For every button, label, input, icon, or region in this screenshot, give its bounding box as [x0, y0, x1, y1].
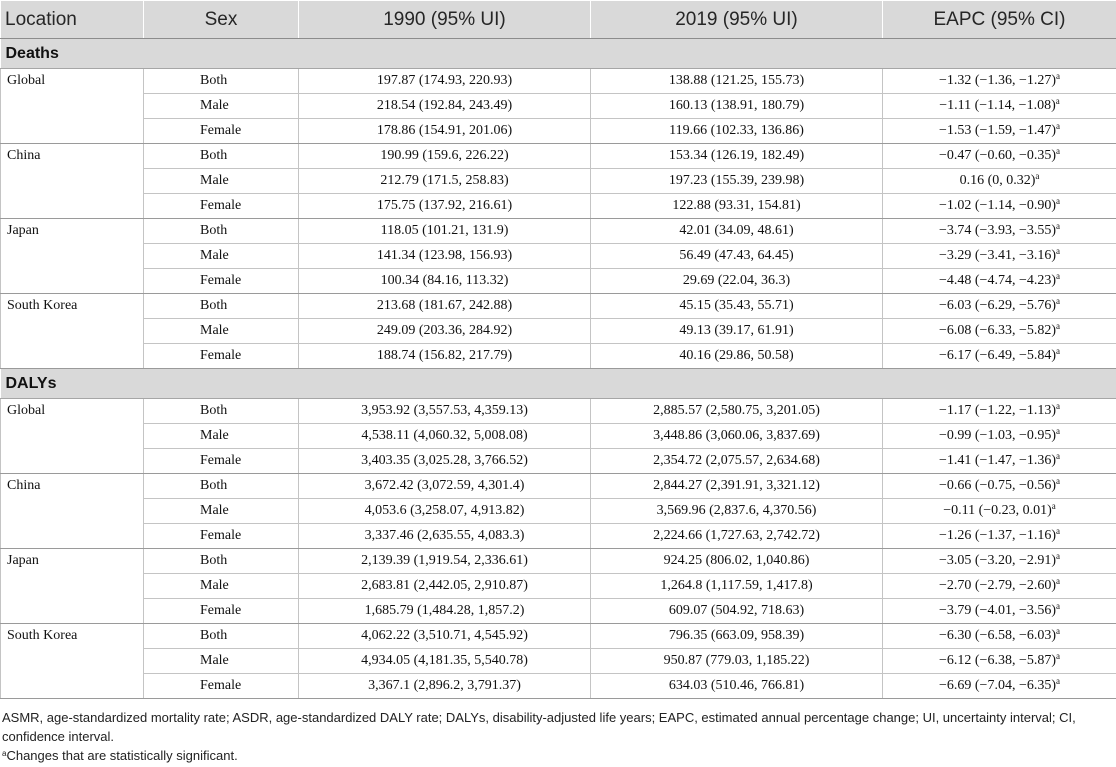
- value-2019-cell: 2,844.27 (2,391.91, 3,321.12): [591, 474, 883, 499]
- location-cell: Japan: [1, 219, 144, 294]
- sex-cell: Female: [144, 194, 299, 219]
- table-row: [1, 194, 1116, 219]
- eapc-value: −6.12 (−6.38, −5.87): [938, 653, 1056, 668]
- sex-cell: Both: [144, 219, 299, 244]
- eapc-value: −1.26 (−1.37, −1.16): [938, 528, 1056, 543]
- location-cell: China: [1, 144, 144, 219]
- table-row: [1, 144, 1116, 169]
- eapc-value: −1.02 (−1.14, −0.90): [938, 198, 1056, 213]
- eapc-value: −0.99 (−1.03, −0.95): [938, 428, 1056, 443]
- location-cell: Global: [1, 399, 144, 474]
- sex-cell: Male: [144, 499, 299, 524]
- significance-mark: a: [1056, 321, 1060, 331]
- table-row: [1, 244, 1116, 269]
- value-2019-cell: 153.34 (126.19, 182.49): [591, 144, 883, 169]
- significance-mark: a: [1056, 271, 1060, 281]
- value-1990-cell: 3,367.1 (2,896.2, 3,791.37): [299, 674, 591, 699]
- table-row: [1, 399, 1116, 424]
- significance-mark: a: [1035, 171, 1040, 181]
- sex-cell: Female: [144, 269, 299, 294]
- value-1990-cell: 2,139.39 (1,919.54, 2,336.61): [299, 549, 591, 574]
- eapc-value: −1.41 (−1.47, −1.36): [938, 453, 1056, 468]
- table-row: [1, 674, 1116, 699]
- section-title: DALYs: [1, 369, 1116, 399]
- eapc-cell: [883, 144, 1116, 169]
- eapc-value: −3.74 (−3.93, −3.55): [938, 223, 1056, 238]
- significance-mark: a: [1056, 246, 1060, 256]
- value-2019-cell: 2,354.72 (2,075.57, 2,634.68): [591, 449, 883, 474]
- value-1990-cell: 3,672.42 (3,072.59, 4,301.4): [299, 474, 591, 499]
- significance-mark: a: [1051, 501, 1056, 511]
- eapc-cell: [883, 449, 1116, 474]
- significance-mark: a: [1056, 401, 1060, 411]
- table-row: [1, 499, 1116, 524]
- eapc-cell: [883, 294, 1116, 319]
- footnote-abbreviations: ASMR, age-standardized mortality rate; ASDR, age-standardized DALY rate; DALYs, disability-adjusted life years; EAPC, estimated annual percentage change; UI, uncertainty interval; CI, confidence interval.: [2, 710, 1076, 744]
- table-row: [1, 549, 1116, 574]
- value-1990-cell: 188.74 (156.82, 217.79): [299, 344, 591, 369]
- significance-mark: a: [1056, 221, 1060, 231]
- value-2019-cell: 122.88 (93.31, 154.81): [591, 194, 883, 219]
- value-1990-cell: 4,053.6 (3,258.07, 4,913.82): [299, 499, 591, 524]
- eapc-cell: [883, 624, 1116, 649]
- eapc-value: −4.48 (−4.74, −4.23): [938, 273, 1056, 288]
- value-2019-cell: 2,885.57 (2,580.75, 3,201.05): [591, 399, 883, 424]
- value-2019-cell: 29.69 (22.04, 36.3): [591, 269, 883, 294]
- sex-cell: Male: [144, 574, 299, 599]
- eapc-cell: [883, 269, 1116, 294]
- header-1990: 1990 (95% UI): [299, 1, 591, 39]
- value-2019-cell: 138.88 (121.25, 155.73): [591, 69, 883, 94]
- table-row: [1, 94, 1116, 119]
- header-2019: 2019 (95% UI): [591, 1, 883, 39]
- table-row: [1, 269, 1116, 294]
- value-2019-cell: 1,264.8 (1,117.59, 1,417.8): [591, 574, 883, 599]
- eapc-value: −6.03 (−6.29, −5.76): [938, 298, 1056, 313]
- eapc-value: −0.66 (−0.75, −0.56): [938, 478, 1056, 493]
- table-row: [1, 574, 1116, 599]
- value-2019-cell: 160.13 (138.91, 180.79): [591, 94, 883, 119]
- table-row: [1, 649, 1116, 674]
- location-cell: China: [1, 474, 144, 549]
- value-1990-cell: 197.87 (174.93, 220.93): [299, 69, 591, 94]
- eapc-value: −1.53 (−1.59, −1.47): [938, 123, 1056, 138]
- table-row: [1, 294, 1116, 319]
- eapc-cell: [883, 474, 1116, 499]
- eapc-cell: [883, 344, 1116, 369]
- eapc-cell: [883, 649, 1116, 674]
- significance-mark: a: [1056, 296, 1060, 306]
- location-cell: Japan: [1, 549, 144, 624]
- eapc-value: −3.79 (−4.01, −3.56): [938, 603, 1056, 618]
- table-row: [1, 599, 1116, 624]
- value-1990-cell: 100.34 (84.16, 113.32): [299, 269, 591, 294]
- location-cell: Global: [1, 69, 144, 144]
- eapc-cell: [883, 244, 1116, 269]
- eapc-cell: [883, 194, 1116, 219]
- sex-cell: Female: [144, 599, 299, 624]
- significance-mark: a: [1056, 526, 1060, 536]
- eapc-value: −3.05 (−3.20, −2.91): [938, 553, 1056, 568]
- eapc-cell: [883, 549, 1116, 574]
- significance-mark: a: [1056, 196, 1060, 206]
- value-2019-cell: 2,224.66 (1,727.63, 2,742.72): [591, 524, 883, 549]
- eapc-value: −2.70 (−2.79, −2.60): [938, 578, 1056, 593]
- eapc-value: −0.47 (−0.60, −0.35): [938, 148, 1056, 163]
- value-2019-cell: 197.23 (155.39, 239.98): [591, 169, 883, 194]
- significance-mark: a: [1056, 146, 1060, 156]
- significance-mark: a: [1056, 426, 1060, 436]
- value-1990-cell: 1,685.79 (1,484.28, 1,857.2): [299, 599, 591, 624]
- eapc-value: −0.11 (−0.23, 0.01): [943, 503, 1052, 518]
- value-1990-cell: 4,538.11 (4,060.32, 5,008.08): [299, 424, 591, 449]
- significance-mark: a: [1056, 476, 1060, 486]
- table-body: [1, 39, 1116, 699]
- eapc-value: −3.29 (−3.41, −3.16): [938, 248, 1056, 263]
- value-1990-cell: 3,953.92 (3,557.53, 4,359.13): [299, 399, 591, 424]
- footnote-text: Changes that are statistically significant.: [6, 748, 238, 763]
- table-row: [1, 524, 1116, 549]
- value-1990-cell: 141.34 (123.98, 156.93): [299, 244, 591, 269]
- value-2019-cell: 3,569.96 (2,837.6, 4,370.56): [591, 499, 883, 524]
- value-2019-cell: 56.49 (47.43, 64.45): [591, 244, 883, 269]
- eapc-cell: [883, 574, 1116, 599]
- eapc-cell: [883, 499, 1116, 524]
- eapc-value: −1.11 (−1.14, −1.08): [939, 98, 1056, 113]
- value-1990-cell: 118.05 (101.21, 131.9): [299, 219, 591, 244]
- eapc-cell: [883, 169, 1116, 194]
- eapc-value: −6.08 (−6.33, −5.82): [938, 323, 1056, 338]
- sex-cell: Female: [144, 449, 299, 474]
- table-row: [1, 169, 1116, 194]
- section-title: Deaths: [1, 39, 1116, 69]
- sex-cell: Female: [144, 119, 299, 144]
- significance-mark: a: [1056, 676, 1060, 686]
- eapc-value: 0.16 (0, 0.32): [959, 173, 1036, 188]
- eapc-value: −1.32 (−1.36, −1.27): [938, 73, 1056, 88]
- significance-mark: a: [1056, 121, 1060, 131]
- value-2019-cell: 40.16 (29.86, 50.58): [591, 344, 883, 369]
- eapc-cell: [883, 424, 1116, 449]
- sex-cell: Both: [144, 474, 299, 499]
- sex-cell: Both: [144, 399, 299, 424]
- value-2019-cell: 634.03 (510.46, 766.81): [591, 674, 883, 699]
- value-1990-cell: 3,337.46 (2,635.55, 4,083.3): [299, 524, 591, 549]
- significance-mark: a: [1056, 626, 1060, 636]
- value-1990-cell: 3,403.35 (3,025.28, 3,766.52): [299, 449, 591, 474]
- value-2019-cell: 45.15 (35.43, 55.71): [591, 294, 883, 319]
- table-row: [1, 319, 1116, 344]
- footnote-mark: a: [2, 749, 7, 758]
- table-row: [1, 344, 1116, 369]
- header-row: [1, 1, 1116, 39]
- table-row: [1, 449, 1116, 474]
- significance-mark: a: [1055, 96, 1060, 106]
- table-row: [1, 119, 1116, 144]
- eapc-value: −6.69 (−7.04, −6.35): [938, 678, 1056, 693]
- section-row: [1, 39, 1116, 69]
- table-row: [1, 219, 1116, 244]
- significance-mark: a: [1056, 651, 1060, 661]
- sex-cell: Male: [144, 244, 299, 269]
- significance-mark: a: [1056, 551, 1060, 561]
- sex-cell: Male: [144, 424, 299, 449]
- value-1990-cell: 178.86 (154.91, 201.06): [299, 119, 591, 144]
- value-1990-cell: 175.75 (137.92, 216.61): [299, 194, 591, 219]
- value-2019-cell: 609.07 (504.92, 718.63): [591, 599, 883, 624]
- value-1990-cell: 213.68 (181.67, 242.88): [299, 294, 591, 319]
- sex-cell: Both: [144, 549, 299, 574]
- value-1990-cell: 4,934.05 (4,181.35, 5,540.78): [299, 649, 591, 674]
- table-row: [1, 424, 1116, 449]
- value-2019-cell: 3,448.86 (3,060.06, 3,837.69): [591, 424, 883, 449]
- sex-cell: Both: [144, 144, 299, 169]
- eapc-value: −6.17 (−6.49, −5.84): [938, 348, 1056, 363]
- significance-mark: a: [1056, 71, 1060, 81]
- eapc-cell: [883, 119, 1116, 144]
- eapc-cell: [883, 674, 1116, 699]
- significance-mark: a: [1056, 601, 1060, 611]
- eapc-cell: [883, 599, 1116, 624]
- sex-cell: Female: [144, 344, 299, 369]
- eapc-value: −1.17 (−1.22, −1.13): [938, 403, 1056, 418]
- eapc-value: −6.30 (−6.58, −6.03): [938, 628, 1056, 643]
- sex-cell: Male: [144, 169, 299, 194]
- sex-cell: Male: [144, 94, 299, 119]
- header-location: Location: [1, 1, 144, 39]
- value-1990-cell: 2,683.81 (2,442.05, 2,910.87): [299, 574, 591, 599]
- value-2019-cell: 924.25 (806.02, 1,040.86): [591, 549, 883, 574]
- value-2019-cell: 119.66 (102.33, 136.86): [591, 119, 883, 144]
- sex-cell: Both: [144, 294, 299, 319]
- significance-mark: a: [1056, 576, 1060, 586]
- significance-mark: a: [1056, 346, 1060, 356]
- eapc-cell: [883, 319, 1116, 344]
- value-1990-cell: 212.79 (171.5, 258.83): [299, 169, 591, 194]
- sex-cell: Male: [144, 649, 299, 674]
- sex-cell: Male: [144, 319, 299, 344]
- header-eapc: EAPC (95% CI): [883, 1, 1116, 39]
- table-row: [1, 474, 1116, 499]
- eapc-cell: [883, 219, 1116, 244]
- sex-cell: Both: [144, 69, 299, 94]
- location-cell: South Korea: [1, 294, 144, 369]
- eapc-cell: [883, 69, 1116, 94]
- sex-cell: Female: [144, 524, 299, 549]
- value-1990-cell: 190.99 (159.6, 226.22): [299, 144, 591, 169]
- value-2019-cell: 796.35 (663.09, 958.39): [591, 624, 883, 649]
- location-cell: South Korea: [1, 624, 144, 699]
- footnote-significance: [0, 746, 1112, 765]
- header-sex: Sex: [144, 1, 299, 39]
- value-1990-cell: 249.09 (203.36, 284.92): [299, 319, 591, 344]
- value-1990-cell: 4,062.22 (3,510.71, 4,545.92): [299, 624, 591, 649]
- eapc-cell: [883, 399, 1116, 424]
- value-2019-cell: 49.13 (39.17, 61.91): [591, 319, 883, 344]
- value-2019-cell: 42.01 (34.09, 48.61): [591, 219, 883, 244]
- value-2019-cell: 950.87 (779.03, 1,185.22): [591, 649, 883, 674]
- eapc-cell: [883, 524, 1116, 549]
- value-1990-cell: 218.54 (192.84, 243.49): [299, 94, 591, 119]
- table-row: [1, 69, 1116, 94]
- significance-mark: a: [1056, 451, 1060, 461]
- sex-cell: Female: [144, 674, 299, 699]
- section-row: [1, 369, 1116, 399]
- table-row: [1, 624, 1116, 649]
- sex-cell: Both: [144, 624, 299, 649]
- eapc-cell: [883, 94, 1116, 119]
